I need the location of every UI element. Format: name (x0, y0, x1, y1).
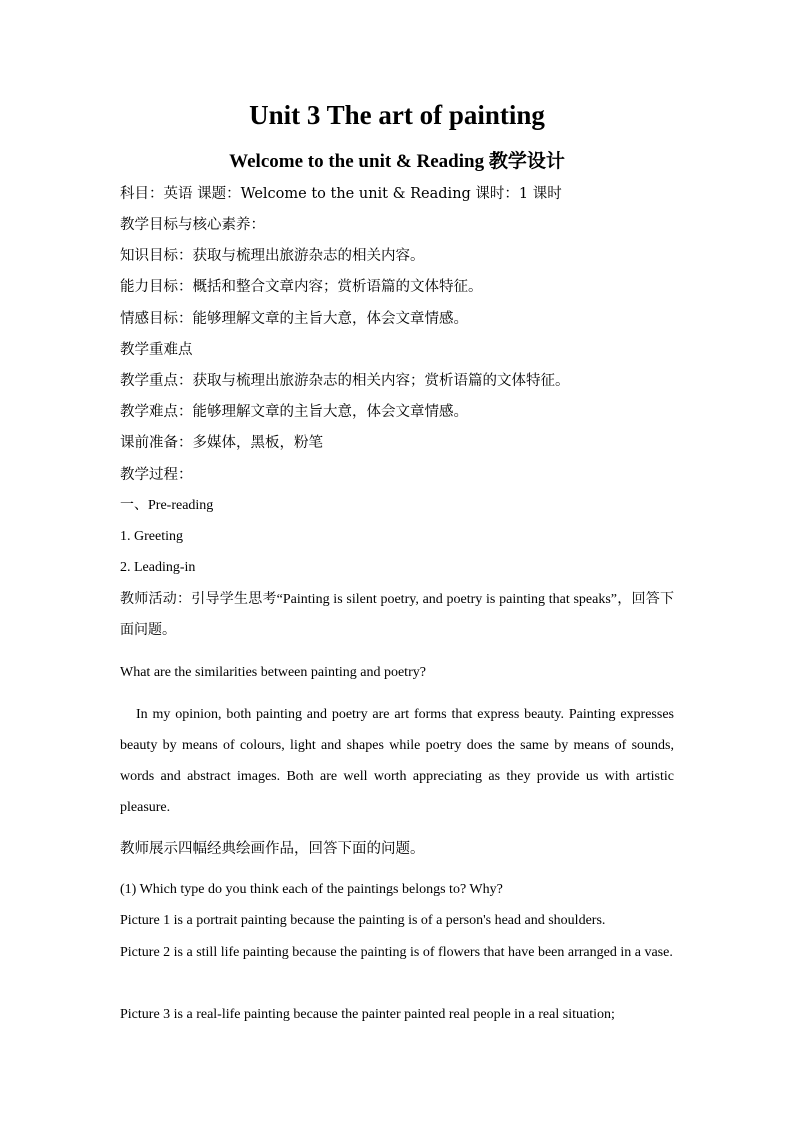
question-painting-type: (1) Which type do you think each of the paintings belongs to? Why? (120, 882, 503, 897)
document-subtitle: Welcome to the unit & Reading 教学设计 (229, 151, 565, 172)
key-points-heading: 教学重难点 (120, 342, 193, 358)
objectives-heading: 教学目标与核心素养： (120, 217, 265, 233)
document-title: Unit 3 The art of painting (249, 100, 545, 130)
answer-picture-1: Picture 1 is a portrait painting because the painting is of a person's head and shoulders. (120, 913, 606, 928)
step-greeting: 1. Greeting (120, 529, 183, 544)
section-pre-reading: 一、Pre-reading (120, 498, 214, 513)
emotion-goal: 情感目标：能够理解文章的主旨大意，体会文章情感。 (120, 311, 468, 327)
answer-picture-2: Picture 2 is a still life painting because the painting is of flowers that have been arranged in a vase. (120, 945, 673, 960)
teacher-activity: 教师活动：引导学生思考“Painting is silent poetry, and poetry is painting that speaks”，回答下面问题。 (120, 592, 674, 638)
step-leading-in: 2. Leading-in (120, 560, 196, 575)
teacher-show-line: 教师展示四幅经典绘画作品，回答下面的问题。 (120, 841, 425, 857)
preparation-line: 课前准备：多媒体，黑板，粉笔 (120, 435, 323, 451)
process-heading: 教学过程： (120, 467, 193, 483)
question-similarities: What are the similarities between painting and poetry? (120, 665, 426, 680)
answer-picture-3: Picture 3 is a real-life painting because the painter painted real people in a real situation; (120, 1007, 615, 1022)
key-point: 教学重点：获取与梳理出旅游杂志的相关内容；赏析语篇的文体特征。 (120, 373, 570, 389)
knowledge-goal: 知识目标：获取与梳理出旅游杂志的相关内容。 (120, 248, 425, 264)
difficult-point: 教学难点：能够理解文章的主旨大意，体会文章情感。 (120, 404, 468, 420)
ability-goal: 能力目标：概括和整合文章内容；赏析语篇的文体特征。 (120, 279, 483, 295)
answer-similarities: In my opinion, both painting and poetry are art forms that express beauty. Painting expresses beauty by means of colours, light and shapes while poetry does the same by means of sounds, words and abstract images. Both are well worth appreciating as they provide us with artistic pleasure. (120, 707, 674, 815)
info-line: 科目：英语 课题：Welcome to the unit & Reading 课时：1 课时 (120, 186, 562, 202)
